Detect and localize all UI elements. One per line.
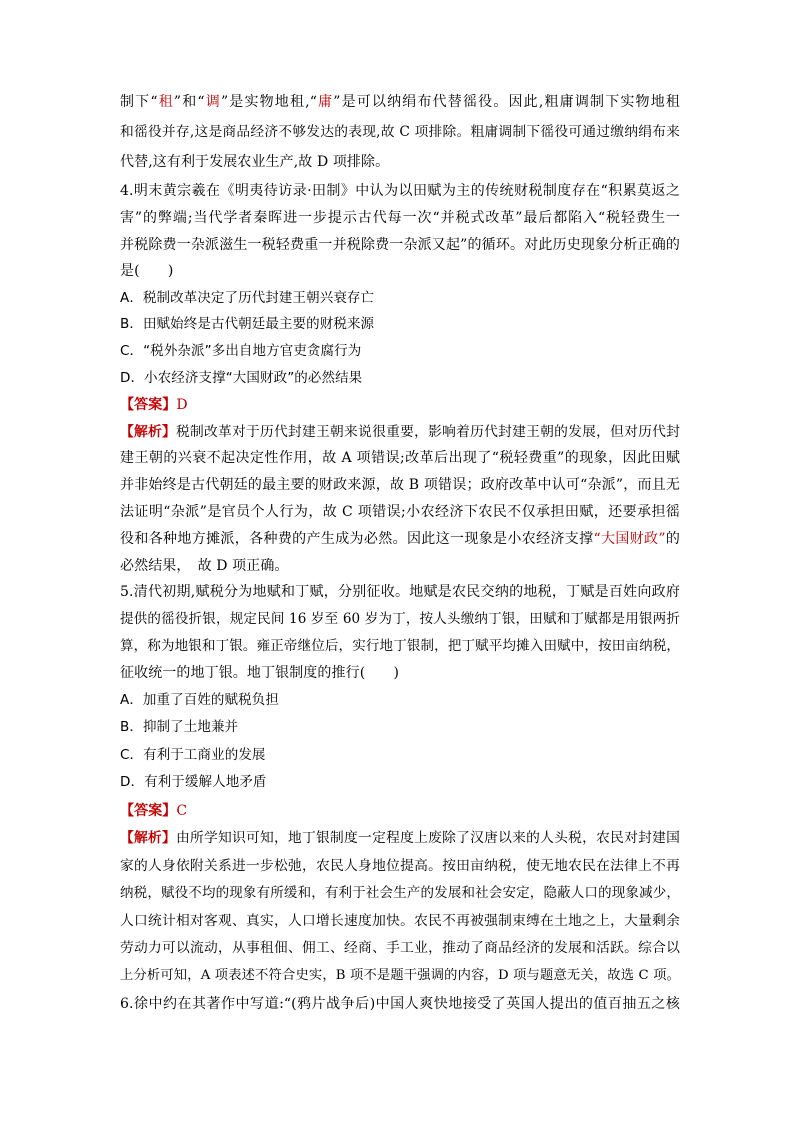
q4-option-c: C．“税外杂派”多出自地方官吏贪腐行为 [120, 343, 362, 359]
q4-option-d: D．小农经济支撑“大国财政”的必然结果 [120, 370, 363, 386]
prev-analysis-line-2: 和徭役并存,这是商品经济不够发达的表现,故 C 项排除。粗庸调制下徭役可通过缴纳绢布来 [120, 124, 680, 140]
q4-stem-line-3: 并税除费一杂派滋生一税轻费重一并税除费一杂派又起”的循环。对此历史现象分析正确的 [120, 237, 680, 253]
q5-answer [120, 801, 680, 821]
answer-label: 【答案】 [120, 803, 177, 819]
q5-analysis-line-2: 家的人身依附关系进一步松弛，农民人身地位提高。按田亩纳税，使无地农民在法律上不再 [120, 858, 680, 874]
answer-value: C [176, 803, 188, 819]
q5-analysis-line-4: 人口统计相对客观、真实，人口增长速度加快。农民不再被强制束缚在土地之上，大量剩余 [120, 913, 680, 929]
q5-stem-line-3: 算，称为地银和丁银。雍正帝继位后，实行地丁银制，把丁赋平均摊入田赋中，按田亩纳税， [120, 638, 680, 654]
q4-analysis-line-3: 并非始终是古代朝廷的最主要的财政来源，故 B 项错误；政府改革中认可“杂派”，而且无 [120, 477, 680, 493]
prev-analysis-line-3: 代替,这有利于发展农业生产,故 D 项排除。 [120, 154, 390, 170]
q5-stem-line-2: 提供的徭役折银，规定民间 16 岁至 60 岁为丁，按人头缴纳丁银，田赋和丁赋都是用银两折 [120, 611, 680, 627]
q4-stem-line-1: 4.明末黄宗羲在《明夷待访录·田制》中认为以田赋为主的传统财税制度存在“积累莫返之 [120, 183, 680, 199]
answer-value: D [176, 397, 188, 413]
q5-analysis-line-3: 纳税，赋役不均的现象有所缓和，有利于社会生产的发展和社会安定，隐蔽人口的现象减少， [120, 885, 680, 901]
q5-option-d: D．有利于缓解人地矛盾 [120, 774, 267, 790]
q6-stem-line-1: 6.徐中约在其著作中写道:“(鸦片战争后)中国人爽快地接受了英国人提出的值百抽五之核 [120, 996, 680, 1012]
q5-option-a: A．加重了百姓的赋税负担 [120, 692, 279, 708]
q4-stem-line-4: 是( ) [120, 263, 174, 279]
q4-analysis-line-2: 建王朝的兴衰不起决定性作用，故 A 项错误;改革后出现了“税轻费重”的现象，因此田赋 [120, 450, 680, 466]
q4-analysis-line-1: 【解析】税制改革对于历代封建王朝来说很重要，影响着历代封建王朝的发展，但对历代封 [120, 424, 680, 440]
q5-option-c: C．有利于工商业的发展 [120, 747, 266, 763]
analysis-label: 【解析】 [120, 424, 177, 440]
q5-option-b: B．抑制了土地兼并 [120, 719, 239, 735]
q5-stem-line-4: 征收统一的地丁银。地丁银制度的推行( ) [120, 665, 400, 681]
answer-label: 【答案】 [120, 397, 177, 413]
q5-analysis-line-5: 劳动力可以流动，从事租佃、佣工、经商、手工业，推动了商品经济的发展和活跃。综合以 [120, 940, 680, 956]
q4-option-b: B．田赋始终是古代朝廷最主要的财税来源 [120, 316, 375, 332]
q5-stem-line-1: 5.清代初期,赋税分为地赋和丁赋，分别征收。地赋是农民交纳的地税，丁赋是百姓向政府 [120, 584, 680, 600]
q4-analysis-line-5: 役和各种地方摊派，各种费的产生成为必然。因此这一现象是小农经济支撑“大国财政”的 [120, 531, 680, 547]
q5-analysis-line-1: 【解析】由所学知识可知，地丁银制度一定程度上废除了汉唐以来的人头税，农民对封建国 [120, 830, 680, 846]
q5-analysis-line-6: 上分析可知，A 项表述不符合史实，B 项不是题干强调的内容，D 项与题意无关，故选 C 项。 [120, 968, 680, 983]
analysis-label: 【解析】 [120, 830, 177, 846]
q4-option-a: A．税制改革决定了历代封建王朝兴衰存亡 [120, 290, 375, 306]
q4-analysis-line-6: 必然结果， 故 D 项正确。 [120, 558, 289, 574]
q4-answer [120, 395, 680, 415]
q4-analysis-line-4: 法证明“杂派”是官员个人行为，故 C 项错误;小农经济下农民不仅承担田赋，还要承担徭 [120, 504, 680, 520]
q4-stem-line-2: 害”的弊端;当代学者秦晖进一步提示古代每一次“并税式改革”最后都陷入“税轻费生一 [120, 210, 680, 226]
prev-analysis-line-1: 制下“租”和“调”是实物地租,“庸”是可以纳绢布代替徭役。因此,粗庸调制下实物地租 [120, 94, 681, 110]
